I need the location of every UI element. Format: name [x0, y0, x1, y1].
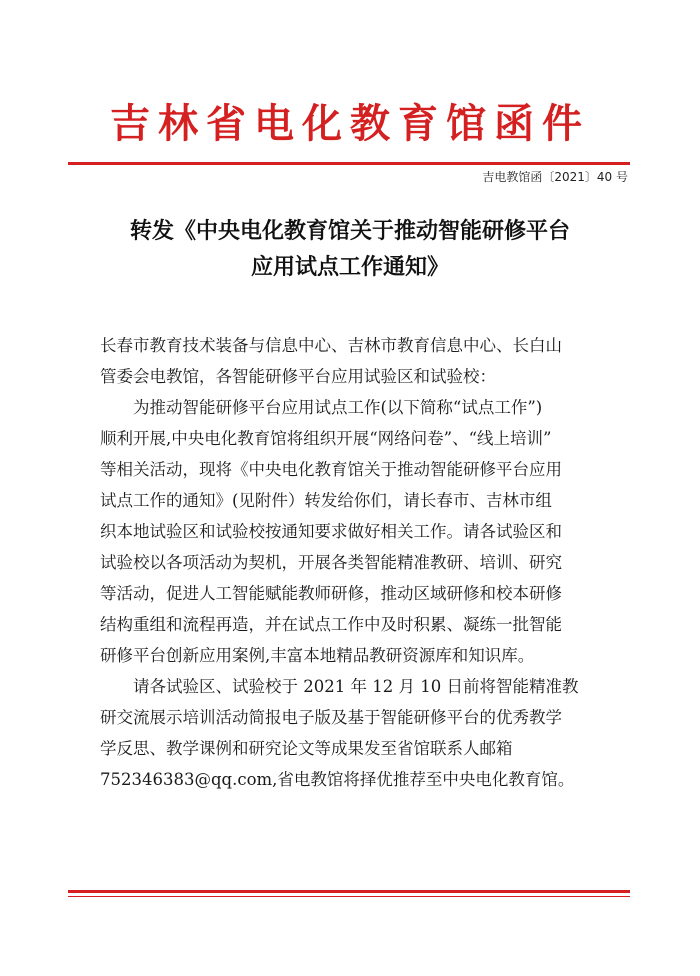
- body-line: 织本地试验区和试验校按通知要求做好相关工作。请各试验区和: [100, 522, 562, 541]
- letterhead-divider: [68, 162, 630, 165]
- body-line: 等相关活动，现将《中央电化教育馆关于推动智能研修平台应用: [100, 460, 562, 479]
- document-title: [80, 214, 620, 286]
- footer-divider: [68, 890, 630, 893]
- body-line: 顺利开展,中央电化教育馆将组织开展“网络问卷”、“线上培训”: [100, 429, 552, 448]
- body-line: 研修平台创新应用案例,丰富本地精品教研资源库和知识库。: [100, 646, 535, 665]
- body-line: 学反思、教学课例和研究论文等成果发至省馆联系人邮箱: [100, 739, 513, 758]
- letterhead-title: 吉林省电化教育馆函件: [110, 100, 590, 147]
- body-line: 管委会电教馆，各智能研修平台应用试验区和试验校：: [100, 367, 496, 386]
- body-line: 研交流展示培训活动简报电子版及基于智能研修平台的优秀教学: [100, 708, 562, 727]
- body-line: 试验校以各项活动为契机，开展各类智能精准教研、培训、研究: [100, 553, 562, 572]
- body-line: 结构重组和流程再造，并在试点工作中及时积累、凝练一批智能: [100, 615, 562, 634]
- title-line-1: 转发《中央电化教育馆关于推动智能研修平台: [129, 219, 570, 244]
- body-line: 等活动，促进人工智能赋能教师研修，推动区域研修和校本研修: [100, 584, 562, 603]
- body-line: 长春市教育技术装备与信息中心、吉林市教育信息中心、长白山: [100, 336, 562, 355]
- footer-divider-thin: [68, 896, 630, 897]
- document-number: 吉电教馆函〔2021〕40 号: [482, 170, 628, 184]
- body-line: 752346383@qq.com,省电教馆将择优推荐至中央电化教育馆。: [100, 770, 575, 789]
- body-line: 为推动智能研修平台应用试点工作(以下简称“试点工作”): [133, 398, 543, 417]
- body-line: 请各试验区、试验校于 2021 年 12 月 10 日前将智能精准教: [133, 677, 579, 696]
- document-body: [100, 330, 620, 795]
- title-line-2: 应用试点工作通知》: [250, 255, 449, 280]
- body-line: 试点工作的通知》(见附件）转发给你们，请长春市、吉林市组: [100, 491, 552, 510]
